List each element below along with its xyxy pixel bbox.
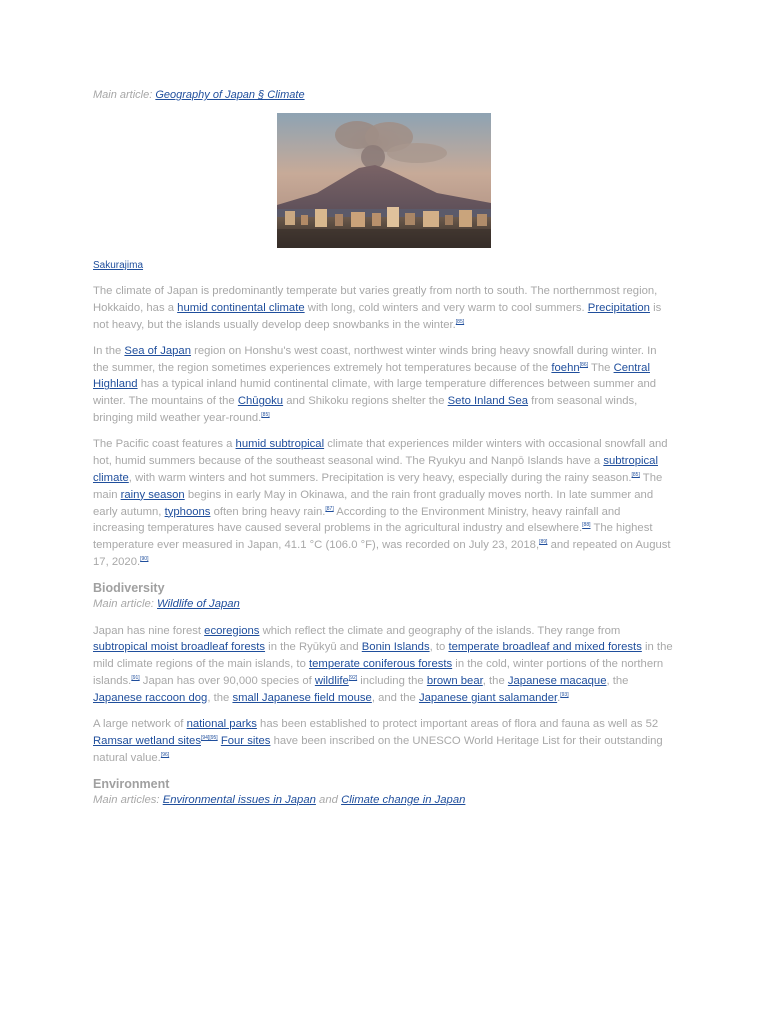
text: The Pacific coast features a xyxy=(93,438,236,451)
text: from seasonal winds, bringing mild weather year-round. xyxy=(93,395,638,425)
sea-of-japan-link[interactable]: Sea of Japan xyxy=(124,344,191,357)
main-article-note xyxy=(93,89,305,101)
photo-caption[interactable] xyxy=(93,260,143,271)
text: climate that experiences milder winters with occasional snowfall and hot, humid summers because of the southeast seasonal wind. The Ryukyu and Nanpō Islands have a xyxy=(93,438,668,468)
text: According to the Environment Ministry, heavy rainfall and increasing temperatures have caused several problems in the agricultural industry and elsewhere. xyxy=(93,505,621,535)
article-body xyxy=(93,283,673,818)
text: A large network of xyxy=(93,718,187,731)
biodiversity-main-article xyxy=(93,596,673,613)
japanese-raccoon-dog-link[interactable]: Japanese raccoon dog xyxy=(93,691,208,704)
text: , the xyxy=(207,691,233,704)
japanese-giant-salamander-link[interactable]: Japanese giant salamander xyxy=(418,691,558,704)
rainy-season-link[interactable]: rainy season xyxy=(120,488,185,501)
brown-bear-link[interactable]: brown bear xyxy=(426,674,483,687)
citation-93[interactable]: [93] xyxy=(560,691,569,698)
citation-94-95[interactable]: [94][95] xyxy=(201,735,218,742)
wildlife-of-japan-link[interactable]: Wildlife of Japan xyxy=(157,598,240,611)
text: , with warm winters and hot summers. Precipitation is very heavy, especially during the rainy season. xyxy=(128,471,632,484)
subtropical-moist-broadleaf-forests-link[interactable]: subtropical moist broadleaf forests xyxy=(93,641,266,654)
ecoregions-link[interactable]: ecoregions xyxy=(204,624,260,637)
ramsar-wetland-sites-link[interactable]: Ramsar wetland sites xyxy=(93,734,201,747)
text: The main xyxy=(93,471,663,501)
text: The highest temperature ever measured in Japan, 41.1 °C (106.0 °F), was recorded on July 23, 2018, xyxy=(93,522,653,552)
text: including the xyxy=(357,674,427,687)
geography-climate-link[interactable]: Geography of Japan § Climate xyxy=(155,89,305,101)
environment-main-articles xyxy=(93,792,673,809)
humid-continental-climate-link[interactable]: humid continental climate xyxy=(177,301,305,314)
citation-87[interactable]: [87] xyxy=(325,505,334,512)
text: Japan has over 90,000 species of xyxy=(139,674,315,687)
temperate-coniferous-forests-link[interactable]: temperate coniferous forests xyxy=(309,658,453,671)
text: with long, cold winters and very warm to cool summers. xyxy=(304,301,588,314)
citation-91[interactable]: [91] xyxy=(131,675,140,682)
main-article-prefix: Main article: xyxy=(93,598,154,611)
humid-subtropical-link[interactable]: humid subtropical xyxy=(235,438,325,451)
text: have been inscribed on the UNESCO World Heritage List for their outstanding natural value. xyxy=(93,734,663,764)
text: , and the xyxy=(371,691,419,704)
central-highland-link[interactable]: Central Highland xyxy=(93,361,650,391)
environment-heading: Environment xyxy=(93,776,170,791)
main-articles-prefix: Main articles: xyxy=(93,793,160,806)
environmental-issues-link[interactable]: Environmental issues in Japan xyxy=(162,793,316,806)
climate-paragraph-2 xyxy=(93,343,673,427)
bonin-islands-link[interactable]: Bonin Islands xyxy=(361,641,430,654)
typhoons-link[interactable]: typhoons xyxy=(164,505,211,518)
text: , to xyxy=(429,641,449,654)
citation-88[interactable]: [88] xyxy=(582,522,591,529)
biodiversity-heading: Biodiversity xyxy=(93,581,165,596)
text: has a typical inland humid continental climate, with large temperature differences between summer and winter. The mountains of the xyxy=(93,378,657,408)
climate-paragraph-3 xyxy=(93,436,673,570)
text: The xyxy=(588,361,614,374)
japanese-macaque-link[interactable]: Japanese macaque xyxy=(507,674,607,687)
citation-85[interactable]: [85] xyxy=(455,318,465,325)
subtropical-climate-link[interactable]: subtropical climate xyxy=(93,455,658,484)
seto-inland-sea-link[interactable]: Seto Inland Sea xyxy=(447,395,529,408)
text: and repeated on August 17, 2020. xyxy=(93,539,671,568)
citation-85b[interactable]: [85] xyxy=(261,412,270,419)
sakurajima-caption-link[interactable]: Sakurajima xyxy=(93,260,144,271)
text: The climate of Japan is predominantly temperate but varies greatly from north to south. The northernmost region, Hokkaido, has a xyxy=(93,285,658,314)
text: in the mild climate regions of the main islands, to xyxy=(93,641,673,671)
text: in the cold, winter portions of the northern islands. xyxy=(93,658,664,687)
text: begins in early May in Okinawa, and the rain front gradually moves north. In late summer and early autumn, xyxy=(93,488,654,518)
biodiversity-paragraph-1 xyxy=(93,623,673,707)
text: in the Ryūkyū and xyxy=(265,641,362,654)
main-article-prefix: Main article: xyxy=(93,89,153,101)
volcano-photo-icon xyxy=(277,113,491,248)
text: region on Honshu's west coast, northwest winter winds bring heavy snowfall during winter. In the summer, the region sometimes experiences extremely hot temperatures because of the xyxy=(93,344,657,374)
biodiversity-paragraph-2 xyxy=(93,716,673,766)
climate-paragraph-1 xyxy=(93,283,673,333)
small-japanese-field-mouse-link[interactable]: small Japanese field mouse xyxy=(232,691,372,704)
national-parks-link[interactable]: national parks xyxy=(186,718,257,731)
text: is not heavy, but the islands usually develop deep snowbanks in the winter. xyxy=(93,301,662,331)
text: has been established to protect important areas of flora and fauna as well as 52 xyxy=(256,718,659,731)
text: In the xyxy=(93,344,125,357)
citation-90[interactable]: [90] xyxy=(140,556,149,563)
text: which reflect the climate and geography of the islands. They range from xyxy=(259,624,621,637)
text: and Shikoku regions shelter the xyxy=(283,395,448,408)
climate-change-link[interactable]: Climate change in Japan xyxy=(341,793,466,806)
text: . xyxy=(557,691,561,704)
citation-86[interactable]: [86] xyxy=(579,361,589,368)
four-sites-link[interactable]: Four sites xyxy=(220,734,271,747)
citation-96[interactable]: [96] xyxy=(160,751,170,758)
text: often bring heavy rain. xyxy=(210,505,326,518)
sakurajima-photo xyxy=(277,113,491,248)
text: Japan has nine forest xyxy=(93,624,205,637)
and-text: and xyxy=(315,793,342,806)
citation-92[interactable]: [92] xyxy=(348,675,358,682)
text: , the xyxy=(606,674,629,687)
chugoku-link[interactable]: Chūgoku xyxy=(237,395,284,408)
wildlife-link[interactable]: wildlife xyxy=(314,674,349,687)
citation-85c[interactable]: [85] xyxy=(631,472,640,479)
precipitation-link[interactable]: Precipitation xyxy=(587,301,650,314)
citation-89[interactable]: [89] xyxy=(539,539,548,546)
text: , the xyxy=(482,674,508,687)
temperate-broadleaf-mixed-forests-link[interactable]: temperate broadleaf and mixed forests xyxy=(448,641,642,654)
foehn-link[interactable]: foehn xyxy=(551,361,580,374)
